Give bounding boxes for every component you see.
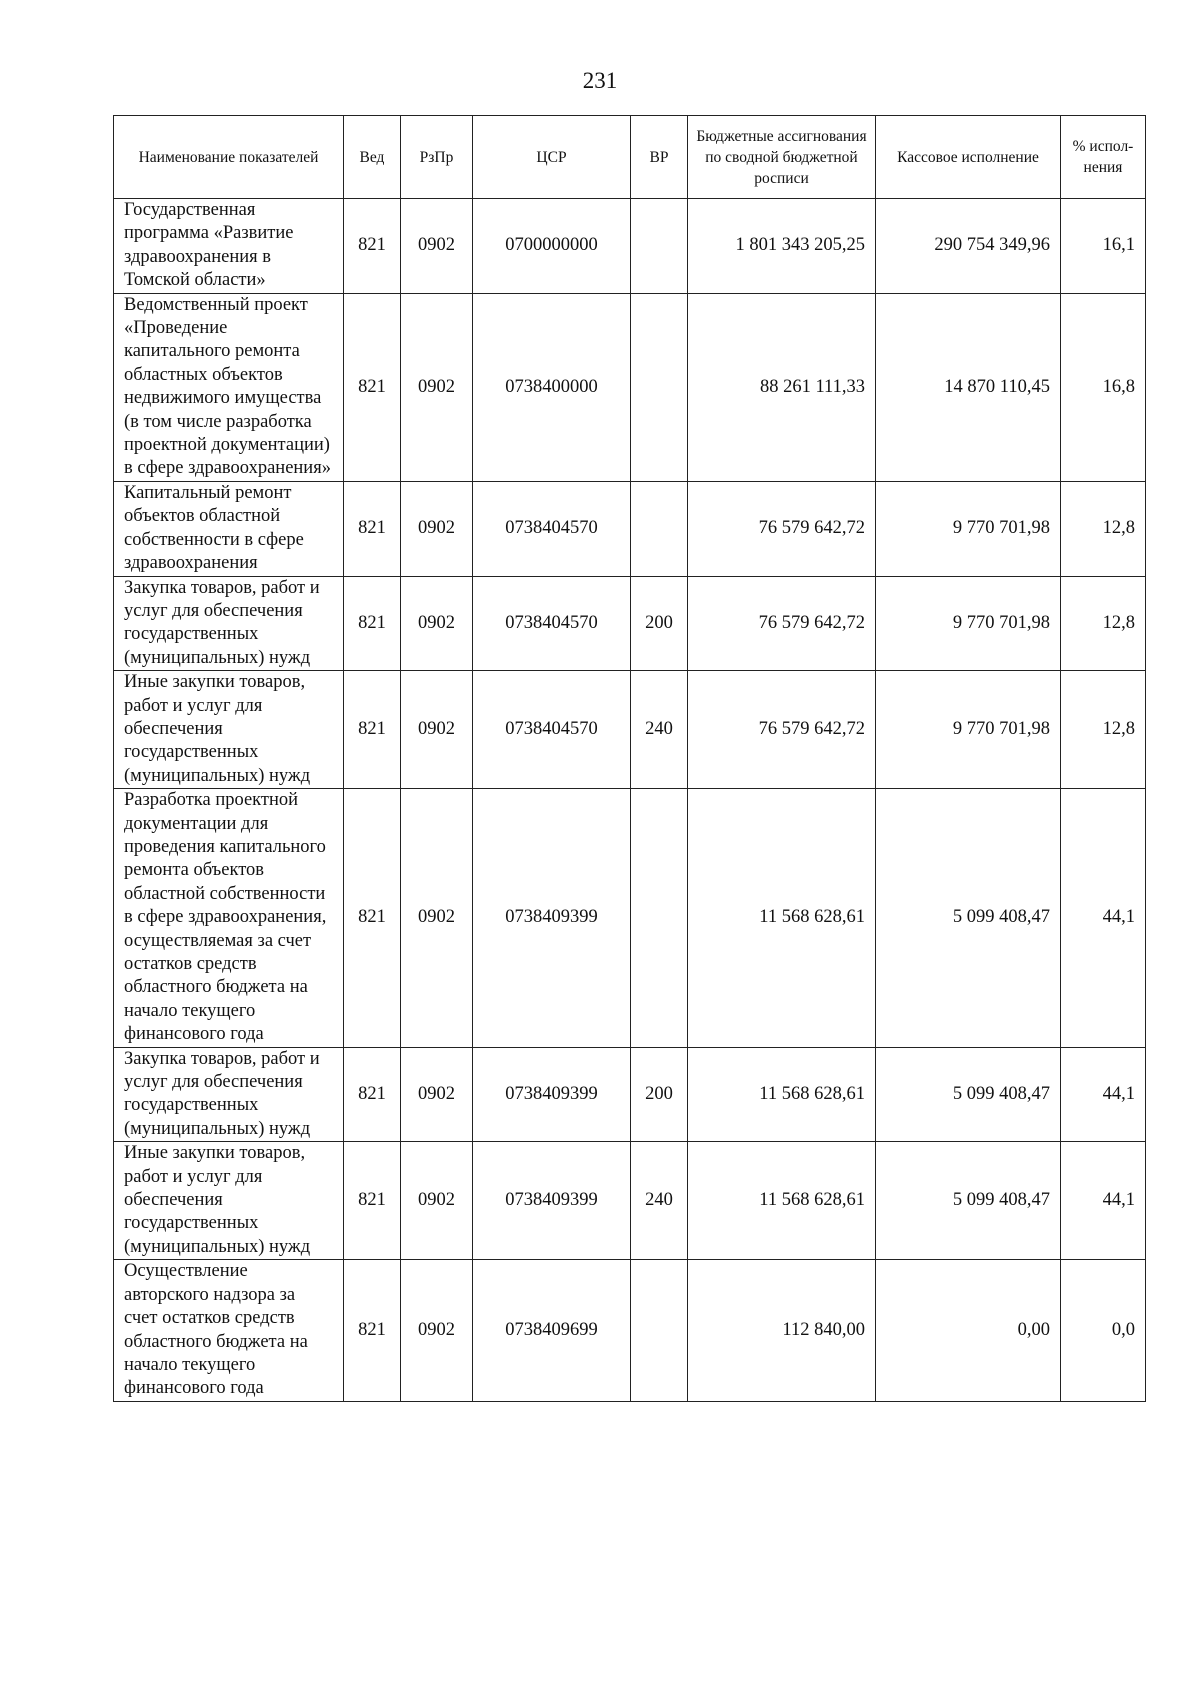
table-header-row (114, 116, 1146, 199)
row-rzpr: 0902 (401, 293, 473, 481)
table-row (114, 1047, 1146, 1142)
row-cash: 14 870 110,45 (876, 293, 1061, 481)
row-name: Государственная программа «Развитие здравоохранения в Томской области» (114, 199, 344, 294)
row-name: Закупка товаров, работ и услуг для обеспечения государственных (муниципальных) нужд (114, 1047, 344, 1142)
row-percent: 12,8 (1061, 481, 1146, 576)
row-csr: 0700000000 (473, 199, 631, 294)
row-ved: 821 (344, 789, 401, 1047)
row-cash: 290 754 349,96 (876, 199, 1061, 294)
header-allocations: Бюджетные ассигнования по сводной бюджетной росписи (688, 116, 876, 199)
table-row (114, 1142, 1146, 1260)
header-ved: Вед (344, 116, 401, 199)
row-name: Ведомственный проект «Проведение капитального ремонта областных объектов недвижимого имущества (в том числе разработка проектной документации) в сфере здравоохранения» (114, 293, 344, 481)
row-cash: 5 099 408,47 (876, 1047, 1061, 1142)
row-cash: 9 770 701,98 (876, 481, 1061, 576)
row-csr: 0738400000 (473, 293, 631, 481)
row-ved: 821 (344, 481, 401, 576)
row-allocations: 76 579 642,72 (688, 576, 876, 671)
budget-execution-table (113, 115, 1146, 1402)
row-ved: 821 (344, 199, 401, 294)
row-vr (631, 1260, 688, 1401)
table-row (114, 1260, 1146, 1401)
row-percent: 16,8 (1061, 293, 1146, 481)
row-allocations: 11 568 628,61 (688, 1142, 876, 1260)
row-rzpr: 0902 (401, 199, 473, 294)
row-cash: 5 099 408,47 (876, 1142, 1061, 1260)
table-row (114, 199, 1146, 294)
row-ved: 821 (344, 1047, 401, 1142)
row-cash: 0,00 (876, 1260, 1061, 1401)
row-name: Разработка проектной документации для проведения капитального ремонта объектов областной собственности в сфере здравоохранения, осуществляемая за счет остатков средств областного бюджета на начало текущего финансового года (114, 789, 344, 1047)
header-rzpr: РзПр (401, 116, 473, 199)
row-allocations: 88 261 111,33 (688, 293, 876, 481)
row-csr: 0738409399 (473, 1142, 631, 1260)
row-ved: 821 (344, 576, 401, 671)
header-csr: ЦСР (473, 116, 631, 199)
page-number: 231 (582, 68, 618, 93)
table-row (114, 293, 1146, 481)
row-allocations: 76 579 642,72 (688, 481, 876, 576)
row-csr: 0738404570 (473, 481, 631, 576)
row-name: Осуществление авторского надзора за счет остатков средств областного бюджета на начало текущего финансового года (114, 1260, 344, 1401)
row-name: Закупка товаров, работ и услуг для обеспечения государственных (муниципальных) нужд (114, 576, 344, 671)
row-percent: 12,8 (1061, 576, 1146, 671)
row-vr: 240 (631, 1142, 688, 1260)
row-ved: 821 (344, 293, 401, 481)
row-rzpr: 0902 (401, 671, 473, 789)
row-allocations: 112 840,00 (688, 1260, 876, 1401)
row-allocations: 11 568 628,61 (688, 1047, 876, 1142)
row-vr: 200 (631, 576, 688, 671)
row-percent: 44,1 (1061, 1142, 1146, 1260)
table-row (114, 789, 1146, 1047)
header-percent: % испол-нения (1061, 116, 1146, 199)
row-percent: 16,1 (1061, 199, 1146, 294)
row-cash: 9 770 701,98 (876, 576, 1061, 671)
row-allocations: 1 801 343 205,25 (688, 199, 876, 294)
row-cash: 5 099 408,47 (876, 789, 1061, 1047)
table-row (114, 671, 1146, 789)
row-name: Иные закупки товаров, работ и услуг для обеспечения государственных (муниципальных) нужд (114, 671, 344, 789)
row-rzpr: 0902 (401, 789, 473, 1047)
row-percent: 44,1 (1061, 1047, 1146, 1142)
row-cash: 9 770 701,98 (876, 671, 1061, 789)
row-ved: 821 (344, 671, 401, 789)
row-rzpr: 0902 (401, 1047, 473, 1142)
row-vr (631, 481, 688, 576)
row-rzpr: 0902 (401, 576, 473, 671)
row-vr: 240 (631, 671, 688, 789)
header-cash-execution: Кассовое исполнение (876, 116, 1061, 199)
row-csr: 0738409399 (473, 1047, 631, 1142)
row-allocations: 11 568 628,61 (688, 789, 876, 1047)
table-row (114, 481, 1146, 576)
row-vr (631, 293, 688, 481)
row-csr: 0738409399 (473, 789, 631, 1047)
row-rzpr: 0902 (401, 1260, 473, 1401)
row-name: Иные закупки товаров, работ и услуг для обеспечения государственных (муниципальных) нужд (114, 1142, 344, 1260)
row-rzpr: 0902 (401, 1142, 473, 1260)
row-percent: 12,8 (1061, 671, 1146, 789)
row-ved: 821 (344, 1260, 401, 1401)
row-csr: 0738404570 (473, 576, 631, 671)
row-name: Капитальный ремонт объектов областной собственности в сфере здравоохранения (114, 481, 344, 576)
row-csr: 0738404570 (473, 671, 631, 789)
row-ved: 821 (344, 1142, 401, 1260)
row-percent: 0,0 (1061, 1260, 1146, 1401)
table-row (114, 576, 1146, 671)
row-vr (631, 199, 688, 294)
row-vr (631, 789, 688, 1047)
row-csr: 0738409699 (473, 1260, 631, 1401)
row-rzpr: 0902 (401, 481, 473, 576)
row-allocations: 76 579 642,72 (688, 671, 876, 789)
header-name: Наименование показателей (114, 116, 344, 199)
row-vr: 200 (631, 1047, 688, 1142)
row-percent: 44,1 (1061, 789, 1146, 1047)
header-vr: ВР (631, 116, 688, 199)
